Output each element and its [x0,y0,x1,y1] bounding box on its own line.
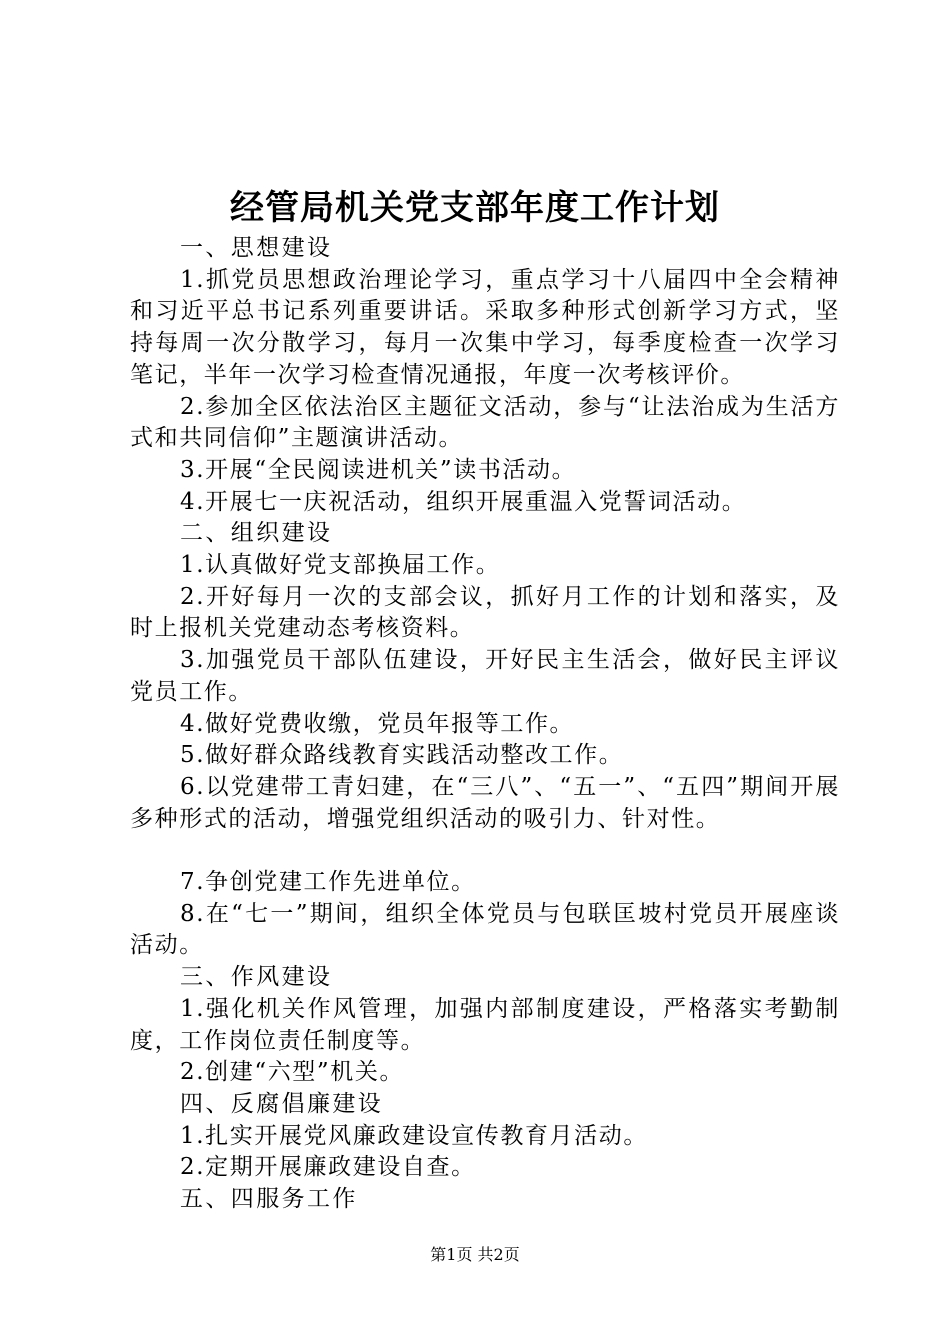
document-title: 经管局机关党支部年度工作计划 [230,188,720,228]
page-footer: 第1页 共2页 [430,1245,520,1264]
paragraph-2-4: 4.做好党费收缴，党员年报等工作。 [180,710,575,737]
paragraph-2-7: 7.争创党建工作先进单位。 [180,869,476,896]
document-body [130,233,840,1216]
paragraph-2-8: 8.在“七一”期间，组织全体党员与包联匡坡村党员开展座谈活动。 [130,900,840,959]
section-heading-3: 三、作风建设 [180,964,333,991]
paragraph-3-1: 1.强化机关作风管理，加强内部制度建设，严格落实考勤制度，工作岗位责任制度等。 [130,995,840,1054]
paragraph-1-3: 3.开展“全民阅读进机关”读书活动。 [180,456,577,483]
paragraph-2-6: 6.以党建带工青妇建，在“三八”、“五一”、“五四”期间开展多种形式的活动，增强党组织活动的吸引力、针对性。 [130,773,840,832]
paragraph-1-2: 2.参加全区依法治区主题征文活动，参与“让法治成为生活方式和共同信仰”主题演讲活动。 [130,393,840,452]
paragraph-2-1: 1.认真做好党支部换届工作。 [180,552,501,579]
paragraph-1-1: 1.抓党员思想政治理论学习，重点学习十八届四中全会精神和习近平总书记系列重要讲话。采取多种形式创新学习方式，坚持每周一次分散学习，每月一次集中学习，每季度检查一次学习笔记，半年一次学习检查情况通报，年度一次考核评价。 [130,266,840,388]
section-heading-2: 二、组织建设 [180,520,333,547]
paragraph-2-5: 5.做好群众路线教育实践活动整改工作。 [180,742,624,769]
section-heading-5: 五、四服务工作 [180,1186,358,1213]
section-heading-1: 一、思想建设 [180,235,333,261]
paragraph-1-4: 4.开展七一庆祝活动，组织开展重温入党誓词活动。 [180,488,747,515]
paragraph-2-3: 3.加强党员干部队伍建设，开好民主生活会，做好民主评议党员工作。 [130,647,840,705]
paragraph-4-2: 2.定期开展廉政建设自查。 [180,1154,476,1181]
section-heading-4: 四、反腐倡廉建设 [180,1090,384,1117]
paragraph-2-2: 2.开好每月一次的支部会议，抓好月工作的计划和落实，及时上报机关党建动态考核资料。 [130,583,840,642]
paragraph-4-1: 1.扎实开展党风廉政建设宣传教育月活动。 [180,1122,648,1149]
paragraph-3-2: 2.创建“六型”机关。 [180,1059,405,1086]
